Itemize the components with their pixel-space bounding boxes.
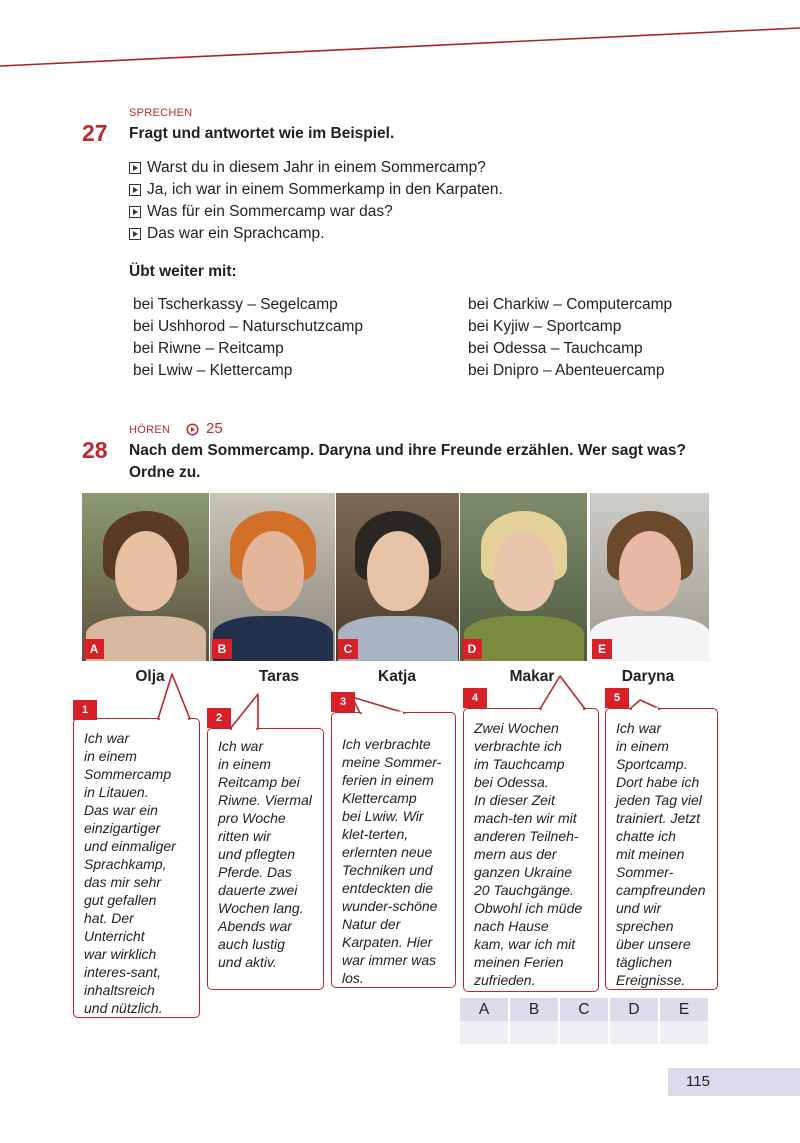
audio-track-number: 25	[206, 420, 223, 437]
play-box-icon	[129, 206, 141, 218]
header-rule	[0, 0, 800, 80]
photo-letter: D	[462, 639, 482, 659]
photo-letter: B	[212, 639, 232, 659]
person-name: Olja	[135, 668, 165, 685]
practice-item: bei Ushhorod – Naturschutzcamp	[133, 318, 364, 335]
person-name: Makar	[509, 668, 555, 685]
answer-header: B	[510, 998, 558, 1021]
dialog-line	[129, 179, 503, 201]
practice-heading: Übt weiter mit:	[129, 263, 237, 280]
exercise-title-line2: Ordne zu.	[129, 464, 201, 481]
practice-left-column	[133, 294, 363, 382]
dialog-text: Warst du in diesem Jahr in einem Sommercamp?	[147, 159, 486, 176]
bubble-number: 3	[331, 692, 355, 712]
answer-cell[interactable]	[660, 1021, 708, 1044]
bubble-number: 4	[463, 688, 487, 708]
play-box-icon	[129, 184, 141, 196]
photo-katja	[336, 493, 459, 661]
practice-item: bei Kyjiw – Sportcamp	[468, 318, 622, 335]
bubble-tails	[0, 660, 800, 740]
section-label-sprechen: SPRECHEN	[129, 107, 193, 119]
practice-item: bei Charkiw – Computercamp	[468, 296, 673, 313]
practice-item: bei Dnipro – Abenteuercamp	[468, 362, 665, 379]
practice-right-column	[468, 294, 672, 382]
photo-olja	[82, 493, 209, 661]
answer-header: A	[460, 998, 508, 1021]
dialog-text: Was für ein Sommercamp war das?	[147, 203, 393, 220]
bubble-number: 1	[73, 700, 97, 720]
dialog-line	[129, 157, 503, 179]
answer-cell[interactable]	[610, 1021, 658, 1044]
dialog-text: Das war ein Sprachcamp.	[147, 225, 325, 242]
photo-letter: E	[592, 639, 612, 659]
speech-bubble-1: Ich war in einem Sommercamp in Litauen. Das war ein einzigartiger und einmaliger Sprachkamp, das mir sehr gut gefallen hat. Der Unterricht war wirklich interes-sant, inhaltsreich und nützlich.	[73, 718, 200, 1018]
play-box-icon	[129, 228, 141, 240]
photo-taras	[210, 493, 335, 661]
dialog-line	[129, 223, 503, 245]
section-label-hoeren: HÖREN	[129, 424, 171, 436]
photo-makar	[460, 493, 587, 661]
play-box-icon	[129, 162, 141, 174]
speech-bubble-2: Ich war in einem Reitcamp bei Riwne. Viermal pro Woche ritten wir und pflegten Pferde. Das dauerte zwei Wochen lang. Abends war auch lustig und aktiv.	[207, 728, 324, 990]
photo-letter: A	[84, 639, 104, 659]
person-name: Katja	[378, 668, 416, 685]
dialog-example	[129, 157, 503, 245]
page-number: 115	[668, 1068, 800, 1096]
speech-bubble-4: Zwei Wochen verbrachte ich im Tauchcamp bei Odessa. In dieser Zeit mach-ten wir mit anderen Teilneh- mern aus der ganzen Ukraine 20 Tauchgänge. Obwohl ich müde nach Hause kam, war ich mit meinen Ferien zufrieden.	[463, 708, 599, 992]
answer-cell[interactable]	[560, 1021, 608, 1044]
exercise-title: Nach dem Sommercamp. Daryna und ihre Freunde erzählen. Wer sagt was?	[129, 442, 687, 459]
photo-daryna	[590, 493, 709, 661]
answer-cell[interactable]	[510, 1021, 558, 1044]
speech-bubble-3: Ich verbrachte meine Sommer- ferien in einem Klettercamp bei Lwiw. Wir klet-terten, erlernten neue Techniken und entdeckten die wunder-schöne Natur der Karpaten. Hier war immer was los.	[331, 712, 456, 988]
dialog-line	[129, 201, 503, 223]
audio-play-icon[interactable]	[186, 423, 199, 436]
practice-item: bei Riwne – Reitcamp	[133, 340, 284, 357]
answer-table	[458, 998, 710, 1044]
bubble-number: 5	[605, 688, 629, 708]
practice-item: bei Odessa – Tauchcamp	[468, 340, 643, 357]
answer-header: D	[610, 998, 658, 1021]
exercise-title: Fragt und antwortet wie im Beispiel.	[129, 125, 395, 142]
photo-letter: C	[338, 639, 358, 659]
practice-item: bei Tscherkassy – Segelcamp	[133, 296, 338, 313]
dialog-text: Ja, ich war in einem Sommerkamp in den Karpaten.	[147, 181, 503, 198]
exercise-number: 27	[82, 120, 108, 146]
answer-cell[interactable]	[460, 1021, 508, 1044]
person-name: Taras	[258, 668, 300, 685]
bubble-number: 2	[207, 708, 231, 728]
person-name: Daryna	[621, 668, 675, 685]
answer-header: E	[660, 998, 708, 1021]
exercise-number: 28	[82, 437, 108, 463]
speech-bubble-5: Ich war in einem Sportcamp. Dort habe ich jeden Tag viel trainiert. Jetzt chatte ich mit meinen Sommer- campfreunden und wir sprechen über unsere täglichen Ereignisse.	[605, 708, 718, 990]
answer-header: C	[560, 998, 608, 1021]
practice-item: bei Lwiw – Klettercamp	[133, 362, 293, 379]
